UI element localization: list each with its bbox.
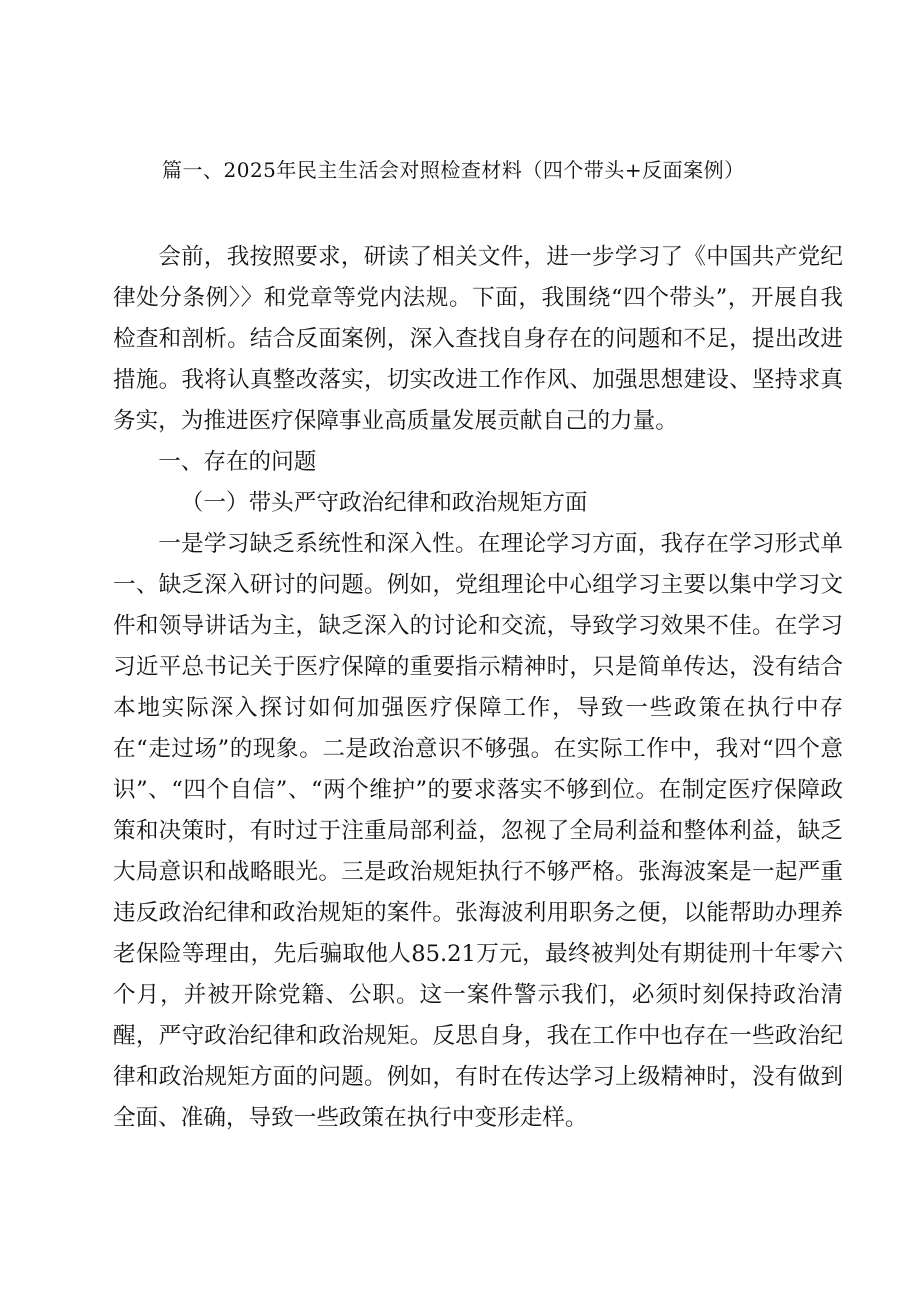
section-heading: 一、存在的问题 (158, 449, 317, 475)
document-body (113, 237, 843, 1139)
subsection-heading: （一）带头严守政治纪律和政治规矩方面 (180, 490, 588, 516)
document-title: 篇一、2025年民主生活会对照检查材料（四个带头+反面案例） (162, 158, 745, 182)
body-paragraph: 一是学习缺乏系统性和深入性。在理论学习方面，我存在学习形式单一、缺乏深入研讨的问题。例如，党组理论中心组学习主要以集中学习文件和领导讲话为主，缺乏深入的讨论和交流，导致学习效果不佳。在学习习近平总书记关于医疗保障的重要指示精神时，只是简单传达，没有结合本地实际深入探讨如何加强医疗保障工作，导致一些政策在执行中存在“走过场”的现象。二是政治意识不够强。在实际工作中，我对“四个意识”、“四个自信”、“两个维护”的要求落实不够到位。在制定医疗保障政策和决策时，有时过于注重局部利益，忽视了全局利益和整体利益，缺乏大局意识和战略眼光。三是政治规矩执行不够严格。张海波案是一起严重违反政治纪律和政治规矩的案件。张海波利用职务之便，以能帮助办理养老保险等理由，先后骗取他人85.21万元，最终被判处有期徒刑十年零六个月，并被开除党籍、公职。这一案件警示我们，必须时刻保持政治清醒，严守政治纪律和政治规矩。反思自身，我在工作中也存在一些政治纪律和政治规矩方面的问题。例如，有时在传达学习上级精神时，没有做到全面、准确，导致一些政策在执行中变形走样。 (113, 531, 843, 1131)
intro-paragraph: 会前，我按照要求，研读了相关文件，进一步学习了《中国共产党纪律处分条例〉〉和党章等党内法规。下面，我围绕“四个带头”，开展自我检查和剖析。结合反面案例，深入查找自身存在的问题和不足，提出改进措施。我将认真整改落实，切实改进工作作风、加强思想建设、坚持求真务实，为推进医疗保障事业高质量发展贡献自己的力量。 (113, 244, 843, 434)
